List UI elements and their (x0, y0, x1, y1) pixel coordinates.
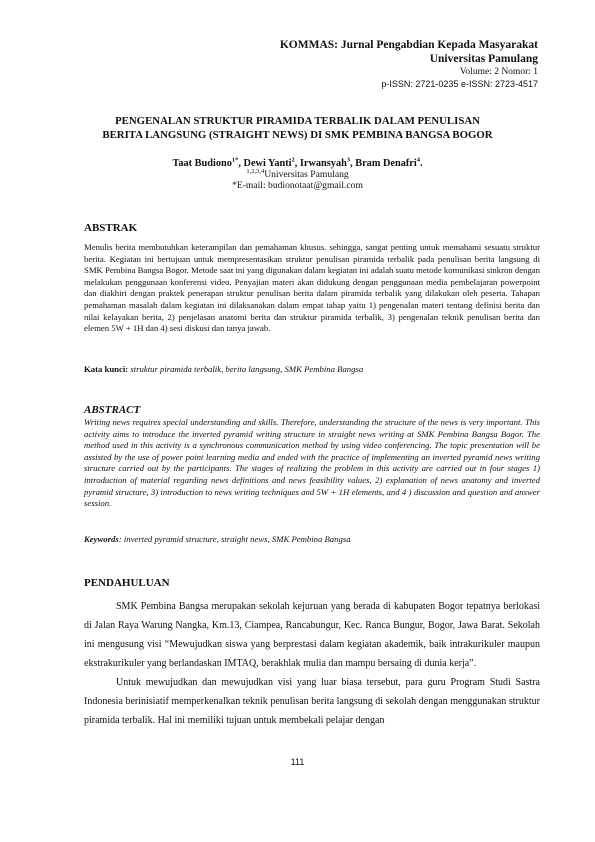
journal-name: KOMMAS: Jurnal Pengabdian Kepada Masyarakat (279, 39, 538, 51)
author-1-sup: 1* (231, 156, 239, 164)
pendahuluan-paragraph-1: SMK Pembina Bangsa merupakan sekolah kejuruan yang berada di kabupaten Bogor tepatnya berlokasi di Jalan Raya Warung Nangka, Km.13, Ciampea, Rancabungur, Kec. Ranca Bungur, Bogor, Jawa Barat. Sekolah ini mengusung visi “Mewujudkan siswa yang berprestasi dalam kegiatan akademik, baik intrakurikuler maupun ekstrakurikuler yang berlandaskan IMTAQ, berakhlak mulia dan mampu bersaing di dunia kerja”. (84, 601, 540, 669)
title-line-2: BERITA LANGSUNG (STRAIGHT NEWS) DI SMK PEMBINA BANGSA BOGOR (102, 129, 493, 141)
kata-kunci-text: struktur piramida terbalik, berita langsung, SMK Pembina Bangsa (128, 364, 364, 374)
kata-kunci-label: Kata kunci: (84, 364, 129, 374)
page-number: 111 (290, 757, 305, 767)
kata-kunci (84, 364, 540, 374)
author-2-sup: 2 (291, 156, 295, 164)
affiliation-sup: 1,2,3,4 (246, 167, 265, 175)
affiliation-text: Universitas Pamulang (264, 169, 349, 180)
affiliation (70, 169, 525, 180)
author-1: Taat Budiono (172, 158, 232, 169)
author-end: . (419, 158, 423, 169)
author-2: , Dewi Yanti (238, 158, 292, 169)
author-names (70, 158, 525, 169)
pendahuluan-paragraph-2: Untuk mewujudkan dan mewujudkan visi yang luar biasa tersebut, para guru Program Studi Sastra Indonesia berinisiatif memperkenalkan teknik penulisan berita langsung di sekolah dengan menggunakan struktur piramida terbalik. Hal ini memiliki tujuan untuk membekali pelajar dengan (84, 677, 540, 726)
abstract-heading: ABSTRACT (84, 404, 141, 416)
journal-issn: p-ISSN: 2721-0235 e-ISSN: 2723-4517 (381, 79, 538, 89)
title-line-1: PENGENALAN STRUKTUR PIRAMIDA TERBALIK DALAM PENULISAN (115, 115, 480, 127)
abstrak-text: Menulis berita membutuhkan keterampilan dan pemahaman khusus. sehingga, sangat penting untuk memahami sesuatu struktur berita. Kegiatan ini bertujuan untuk mempresentasikan struktur penulisan piramida terbalik pada penulisan berita langsung di SMK Pembina Bangsa Bogor. Metode saat ini yang digunakan dalam kegiatan ini adalah suatu metode komunikasi sinkron dengan melakukan penggunaan konferensi video. Penyajian materi akan didukung dengan penggunaan media pembelajaran powerpoint dan diakhiri dengan praktek penerapan struktur penulisan berita dalam piramida terbalik yang dilakukan oleh peserta. Tahapan pemahaman masalah dalam kegiatan ini dilaksanakan dalam empat tahap yaitu 1) pengenalan materi tentang definisi berita dan nilai kelayakan berita, 2) penjelasan anatomi berita dan struktur piramida terbalik, 3) pengenalan teknik penulisan berita dan elemen 5W + 1H dan 4) sesi diskusi dan tanya jawab. (84, 242, 540, 334)
journal-university: Universitas Pamulang (429, 53, 538, 65)
journal-volume: Volume: 2 Nomor: 1 (459, 67, 538, 77)
journal-header (280, 38, 538, 90)
abstrak-heading: ABSTRAK (84, 222, 138, 234)
pendahuluan-heading: PENDAHULUAN (84, 577, 170, 589)
keywords-text: : inverted pyramid structure, straight news, SMK Pembina Bangsa (118, 534, 351, 544)
keywords (84, 534, 540, 544)
pendahuluan-body (84, 597, 540, 730)
keywords-label: Keywords (84, 534, 119, 544)
author-email: *E-mail: budionotaat@gmail.com (232, 180, 363, 191)
abstract-text: Writing news requires special understanding and skills. Therefore, understanding the structure of the news is very important. This activity aims to introduce the inverted pyramid writing structure in straight news writing at SMK Pembina Bangsa Bogor. The method used in this activity is a synchronous communication method by using video conferencing. The topic presentation will be assisted by the use of power point learning media and ended with the practice of implementing an inverted pyramid news writing structure carried out by the participants. The stages of realizing the problem in this activity are carried out in four stages 1) introduction of material regarding news definitions and news feasibility values, 2) explanation of news anatomy and inverted pyramid structure, 3) introduction to news writing techniques and 5W + 1H elements, and 4 ) discussion and question and answer session. (84, 417, 540, 509)
author-4-sup: 4 (416, 156, 420, 164)
paper-title (70, 114, 525, 142)
author-3: , Irwansyah (294, 158, 347, 169)
author-block (70, 158, 525, 191)
author-3-sup: 3 (346, 156, 351, 164)
author-4: , Bram Denafri (350, 158, 417, 169)
